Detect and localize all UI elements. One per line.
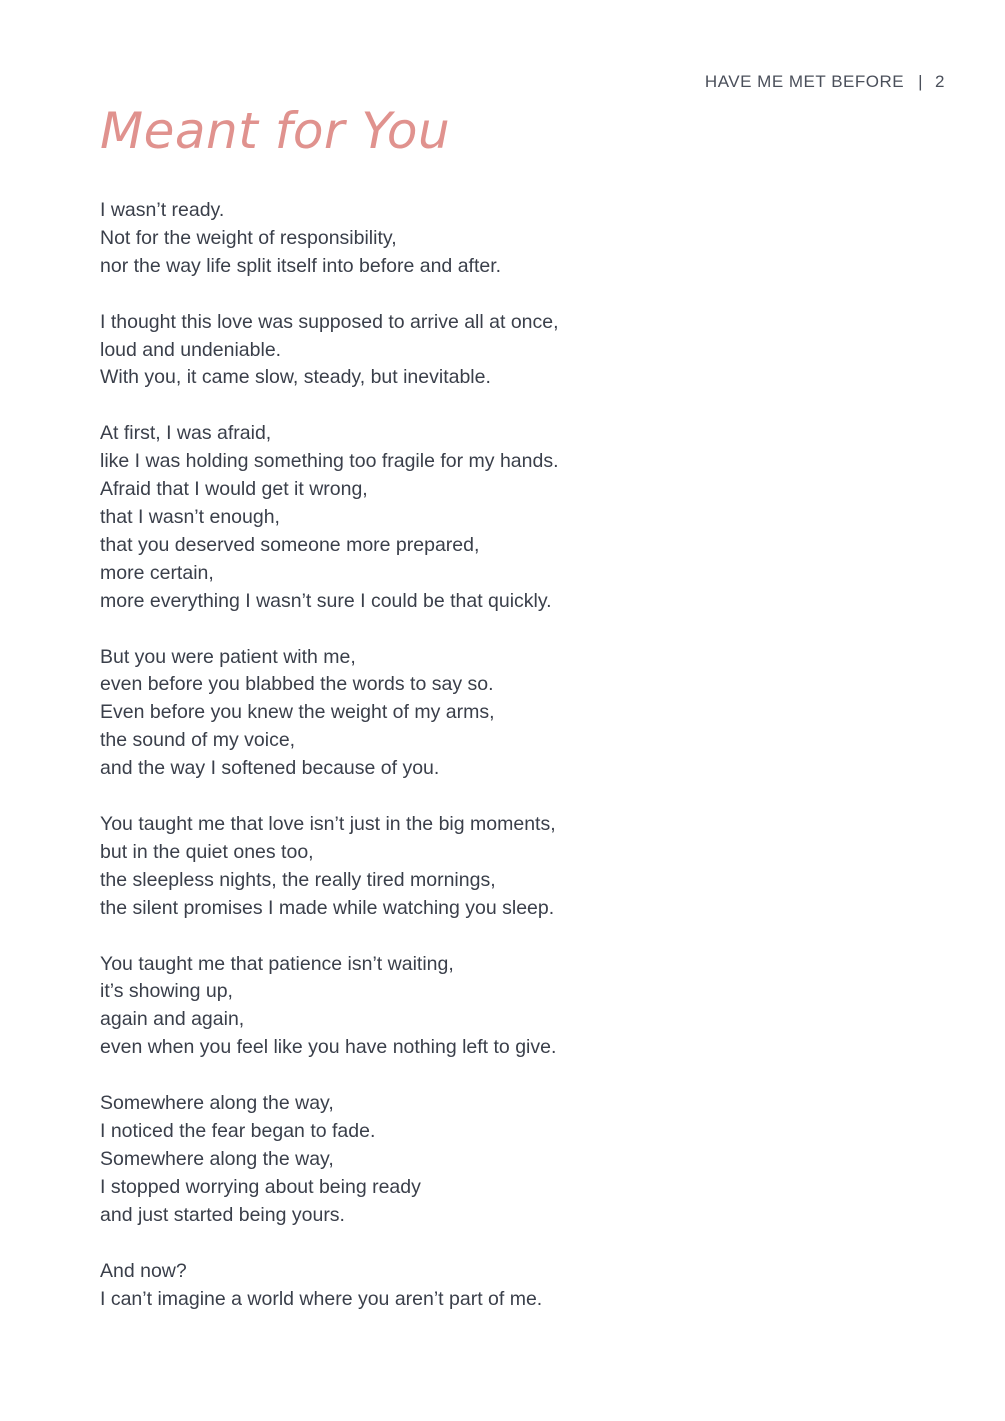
poem-line: Somewhere along the way, [100,1147,334,1170]
poem-line: Afraid that I would get it wrong, [100,478,368,501]
poem-line: it’s showing up, [100,980,233,1003]
stanza [100,420,660,615]
poem-line: but in the quiet ones too, [100,840,314,863]
poem-line: With you, it came slow, steady, but inevitable. [100,366,491,389]
poem-line: I thought this love was supposed to arrive all at once, [100,310,559,333]
poem-line: more certain, [100,561,214,584]
stanza [100,644,660,783]
stanza [100,811,660,923]
book-title: HAVE ME MET BEFORE [704,72,905,91]
header-separator: | [918,72,924,91]
poem-line: I wasn’t ready. [100,199,225,221]
stanza [100,951,660,1063]
poem-line: even when you feel like you have nothing left to give. [100,1036,557,1059]
poem-line: I can’t imagine a world where you aren’t part of me. [100,1287,543,1310]
poem-line: And now? [100,1259,187,1282]
poem-line: You taught me that love isn’t just in the big moments, [100,813,556,836]
poem-line: that you deserved someone more prepared, [100,533,480,556]
poem-line: I noticed the fear began to fade. [100,1120,376,1143]
poem-line: the silent promises I made while watching you sleep. [100,896,555,919]
poem-line: again and again, [100,1008,245,1031]
poem-line: the sound of my voice, [100,729,296,752]
poem-line: more everything I wasn’t sure I could be that quickly. [100,589,552,612]
running-header [705,72,945,92]
poem-line: Even before you knew the weight of my arms, [100,701,495,724]
poem-title: Meant for You [100,102,451,160]
poem-line: like I was holding something too fragile for my hands. [100,450,559,473]
poem-line: the sleepless nights, the really tired mornings, [100,868,496,891]
stanza [100,1258,660,1314]
poem-line: nor the way life split itself into before and after. [100,254,502,277]
poem-line: Somewhere along the way, [100,1092,334,1115]
stanza [100,1090,660,1229]
poem-line: and the way I softened because of you. [100,757,440,780]
poem-line: You taught me that patience isn’t waiting, [100,952,454,975]
stanza [100,197,660,281]
stanza [100,309,660,393]
poem-line: At first, I was afraid, [100,422,272,445]
poem-line: even before you blabbed the words to say so. [100,673,494,696]
page-number: 2 [935,72,945,91]
poem-line: and just started being yours. [100,1203,345,1226]
poem-line: But you were patient with me, [100,645,356,668]
poem-line: loud and undeniable. [100,338,282,361]
poem-line: I stopped worrying about being ready [100,1175,421,1198]
poem-line: that I wasn’t enough, [100,506,280,529]
poem-body [100,197,660,1341]
poem-line: Not for the weight of responsibility, [100,226,397,249]
